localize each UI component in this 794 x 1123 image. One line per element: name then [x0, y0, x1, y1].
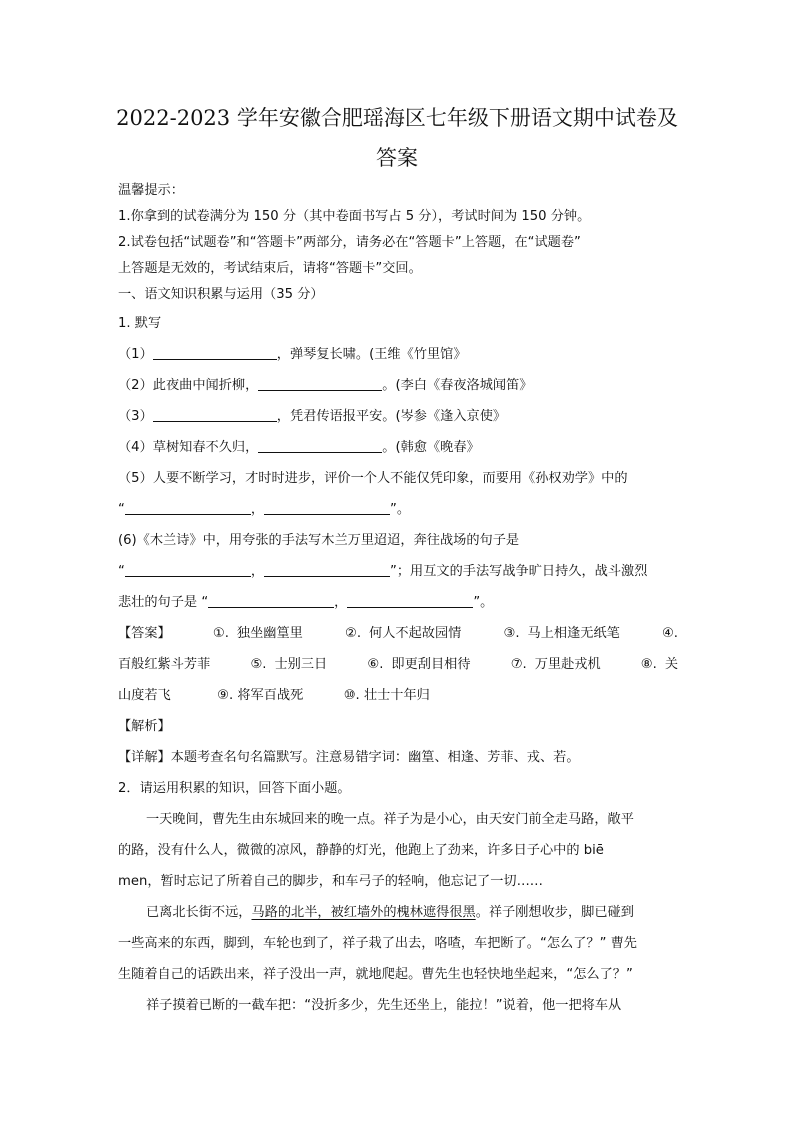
- tips-heading: 温馨提示：: [118, 183, 184, 198]
- answer-blank[interactable]: [258, 376, 382, 391]
- question-1-item-5-text: （5）人要不断学习，才时时进步，评价一个人不能仅凭印象，而要用《孙权劝学》中的: [118, 471, 628, 486]
- answer-number: ④.: [661, 626, 678, 641]
- comma: ，: [250, 564, 265, 579]
- answer-blank[interactable]: [264, 562, 390, 577]
- passage-p2-line3: 生随着自己的话跌出来，祥子没出一声，就地爬起。曹先生也轻快地坐起来，“怎么了？”: [118, 967, 633, 982]
- answer-item-2: [345, 618, 461, 649]
- passage-p2-line2: 一些高来的东西，脚到，车轮也到了，祥子栽了出去，咯喳，车把断了。“怎么了？” 曹先: [118, 936, 637, 951]
- question-1-item-6-blanks-2: [118, 587, 678, 618]
- question-2-heading: 2．请运用积累的知识，回答下面小题。: [118, 781, 351, 796]
- item-4-prefix: （4）草树知春不久归，: [118, 440, 259, 455]
- item-2-suffix: 。(李白《春夜洛城闻笛》: [382, 378, 533, 393]
- answer-blank[interactable]: [347, 593, 473, 608]
- passage-p2-line1: [118, 897, 678, 928]
- question-1-item-4: [118, 432, 678, 463]
- passage-text: 已离北长街不远，: [146, 905, 252, 920]
- answer-text: 士别三日: [274, 657, 328, 672]
- question-1-item-1: [118, 339, 678, 370]
- answer-text: 何人不起故园情: [369, 626, 462, 641]
- comma: ，: [250, 502, 265, 517]
- answer-number: ⑤.: [250, 657, 267, 672]
- answer-blank[interactable]: [153, 407, 277, 422]
- answer-text: 关: [664, 657, 678, 672]
- open-quote: “: [118, 564, 125, 579]
- question-1-item-3: [118, 401, 678, 432]
- document-title-continued: 答案: [376, 146, 418, 170]
- answer-item-7: [511, 649, 601, 680]
- answer-label: 【答案】: [118, 626, 171, 641]
- item-1-prefix: （1）: [118, 347, 153, 362]
- answer-item-6: [367, 649, 470, 680]
- question-1-heading: 1. 默写: [118, 316, 162, 331]
- close-quote: ”。: [473, 595, 494, 610]
- answer-blank[interactable]: [125, 500, 251, 515]
- analysis-label: 【解析】: [118, 719, 171, 734]
- answer-text: 即更刮目相待: [391, 657, 471, 672]
- passage-p1-line2: 的路，没有什么人，微微的凉风，静静的灯光，他跑上了劲来，许多日子心中的 biē: [118, 843, 604, 858]
- answer-row-3: [118, 680, 678, 711]
- answer-text: 独坐幽篁里: [236, 626, 303, 641]
- answer-blank[interactable]: [153, 345, 277, 360]
- section-heading: 一、语文知识积累与运用（35 分）: [118, 287, 324, 302]
- answer-text: 马上相逢无纸笔: [527, 626, 620, 641]
- document-body: [118, 178, 678, 1021]
- item-2-prefix: （2）此夜曲中闻折柳，: [118, 378, 259, 393]
- answer-text: 壮士十年归: [363, 688, 430, 703]
- item-3-suffix: ，凭君传语报平安。(岑参《逢入京使》: [276, 409, 507, 424]
- question-1-item-6-blanks: [118, 556, 678, 587]
- answer-text: 万里赴戎机: [534, 657, 601, 672]
- answer-item-4-number: [662, 618, 678, 649]
- passage-p3-line1: 祥子摸着已断的一截车把：“没折多少，先生还坐上，能拉！”说着，他一把将车从: [146, 998, 622, 1013]
- answer-row-1: [118, 618, 678, 649]
- open-quote: “: [118, 502, 125, 517]
- answer-number: ⑥.: [367, 657, 384, 672]
- detail-text: 【详解】本题考查名句名篇默写。注意易错字词：幽篁、相逢、芳菲、戎、若。: [118, 750, 580, 765]
- item-6-middle-text: ”；用互文的手法写战争旷日持久，战斗激烈: [390, 564, 648, 579]
- question-1-item-6-text: (6)《木兰诗》中，用夸张的手法写木兰万里迢迢，奔往战场的句子是: [118, 533, 520, 548]
- answer-text: 百般红紫斗芳菲: [118, 657, 211, 672]
- answer-item-3: [504, 618, 620, 649]
- answer-blank[interactable]: [258, 438, 382, 453]
- answer-number: ③.: [503, 626, 520, 641]
- item-1-suffix: ，弹琴复长啸。(王维《竹里馆》: [276, 347, 467, 362]
- answer-number: ⑦.: [510, 657, 527, 672]
- question-1-item-2: [118, 370, 678, 401]
- answer-number: ⑩.: [343, 688, 360, 703]
- answer-number: ⑨.: [217, 688, 234, 703]
- answer-row-2: [118, 649, 678, 680]
- passage-p1-line3: men，暂时忘记了所着自己的脚步，和车弓子的轻响，他忘记了一切……: [118, 874, 543, 889]
- answer-item-1: [213, 618, 303, 649]
- underlined-sentence: 马路的北半，被红墙外的槐林遮得很黑: [251, 905, 476, 920]
- answer-number: ⑧.: [640, 657, 657, 672]
- document-title: 2022-2023 学年安徽合肥瑶海区七年级下册语文期中试卷及: [116, 106, 678, 130]
- answer-item-8: [641, 649, 678, 680]
- answer-item-5: [250, 649, 327, 680]
- answer-number: ②.: [345, 626, 362, 641]
- answer-text: 山度若飞: [118, 688, 171, 703]
- item-4-suffix: 。(韩愈《晚春》: [382, 440, 480, 455]
- answer-blank[interactable]: [125, 562, 251, 577]
- answer-blank[interactable]: [264, 500, 390, 515]
- comma: ，: [334, 595, 348, 610]
- tips-line-3: 上答题是无效的，考试结束后，请将“答题卡”交回。: [118, 261, 422, 276]
- answer-blank[interactable]: [208, 593, 334, 608]
- close-quote: ”。: [390, 502, 411, 517]
- answer-number: ①.: [212, 626, 229, 641]
- item-6-line3-prefix: 悲壮的句子是 “: [118, 595, 209, 610]
- tips-line-1: 1.你拿到的试卷满分为 150 分（其中卷面书写占 5 分），考试时间为 150 分钟。: [118, 209, 591, 224]
- answer-text: 将军百战死: [237, 688, 304, 703]
- tips-line-2: 2.试卷包括“试题卷”和“答题卡”两部分，请务必在“答题卡”上答题，在“试题卷”: [118, 235, 581, 250]
- question-1-item-5-blanks: [118, 494, 678, 525]
- passage-text: 。祥子刚想收步，脚已碰到: [475, 905, 634, 920]
- item-3-prefix: （3）: [118, 409, 153, 424]
- passage-p1-line1: 一天晚间，曹先生由东城回来的晚一点。祥子为是小心，由天安门前全走马路，敞平: [146, 812, 634, 827]
